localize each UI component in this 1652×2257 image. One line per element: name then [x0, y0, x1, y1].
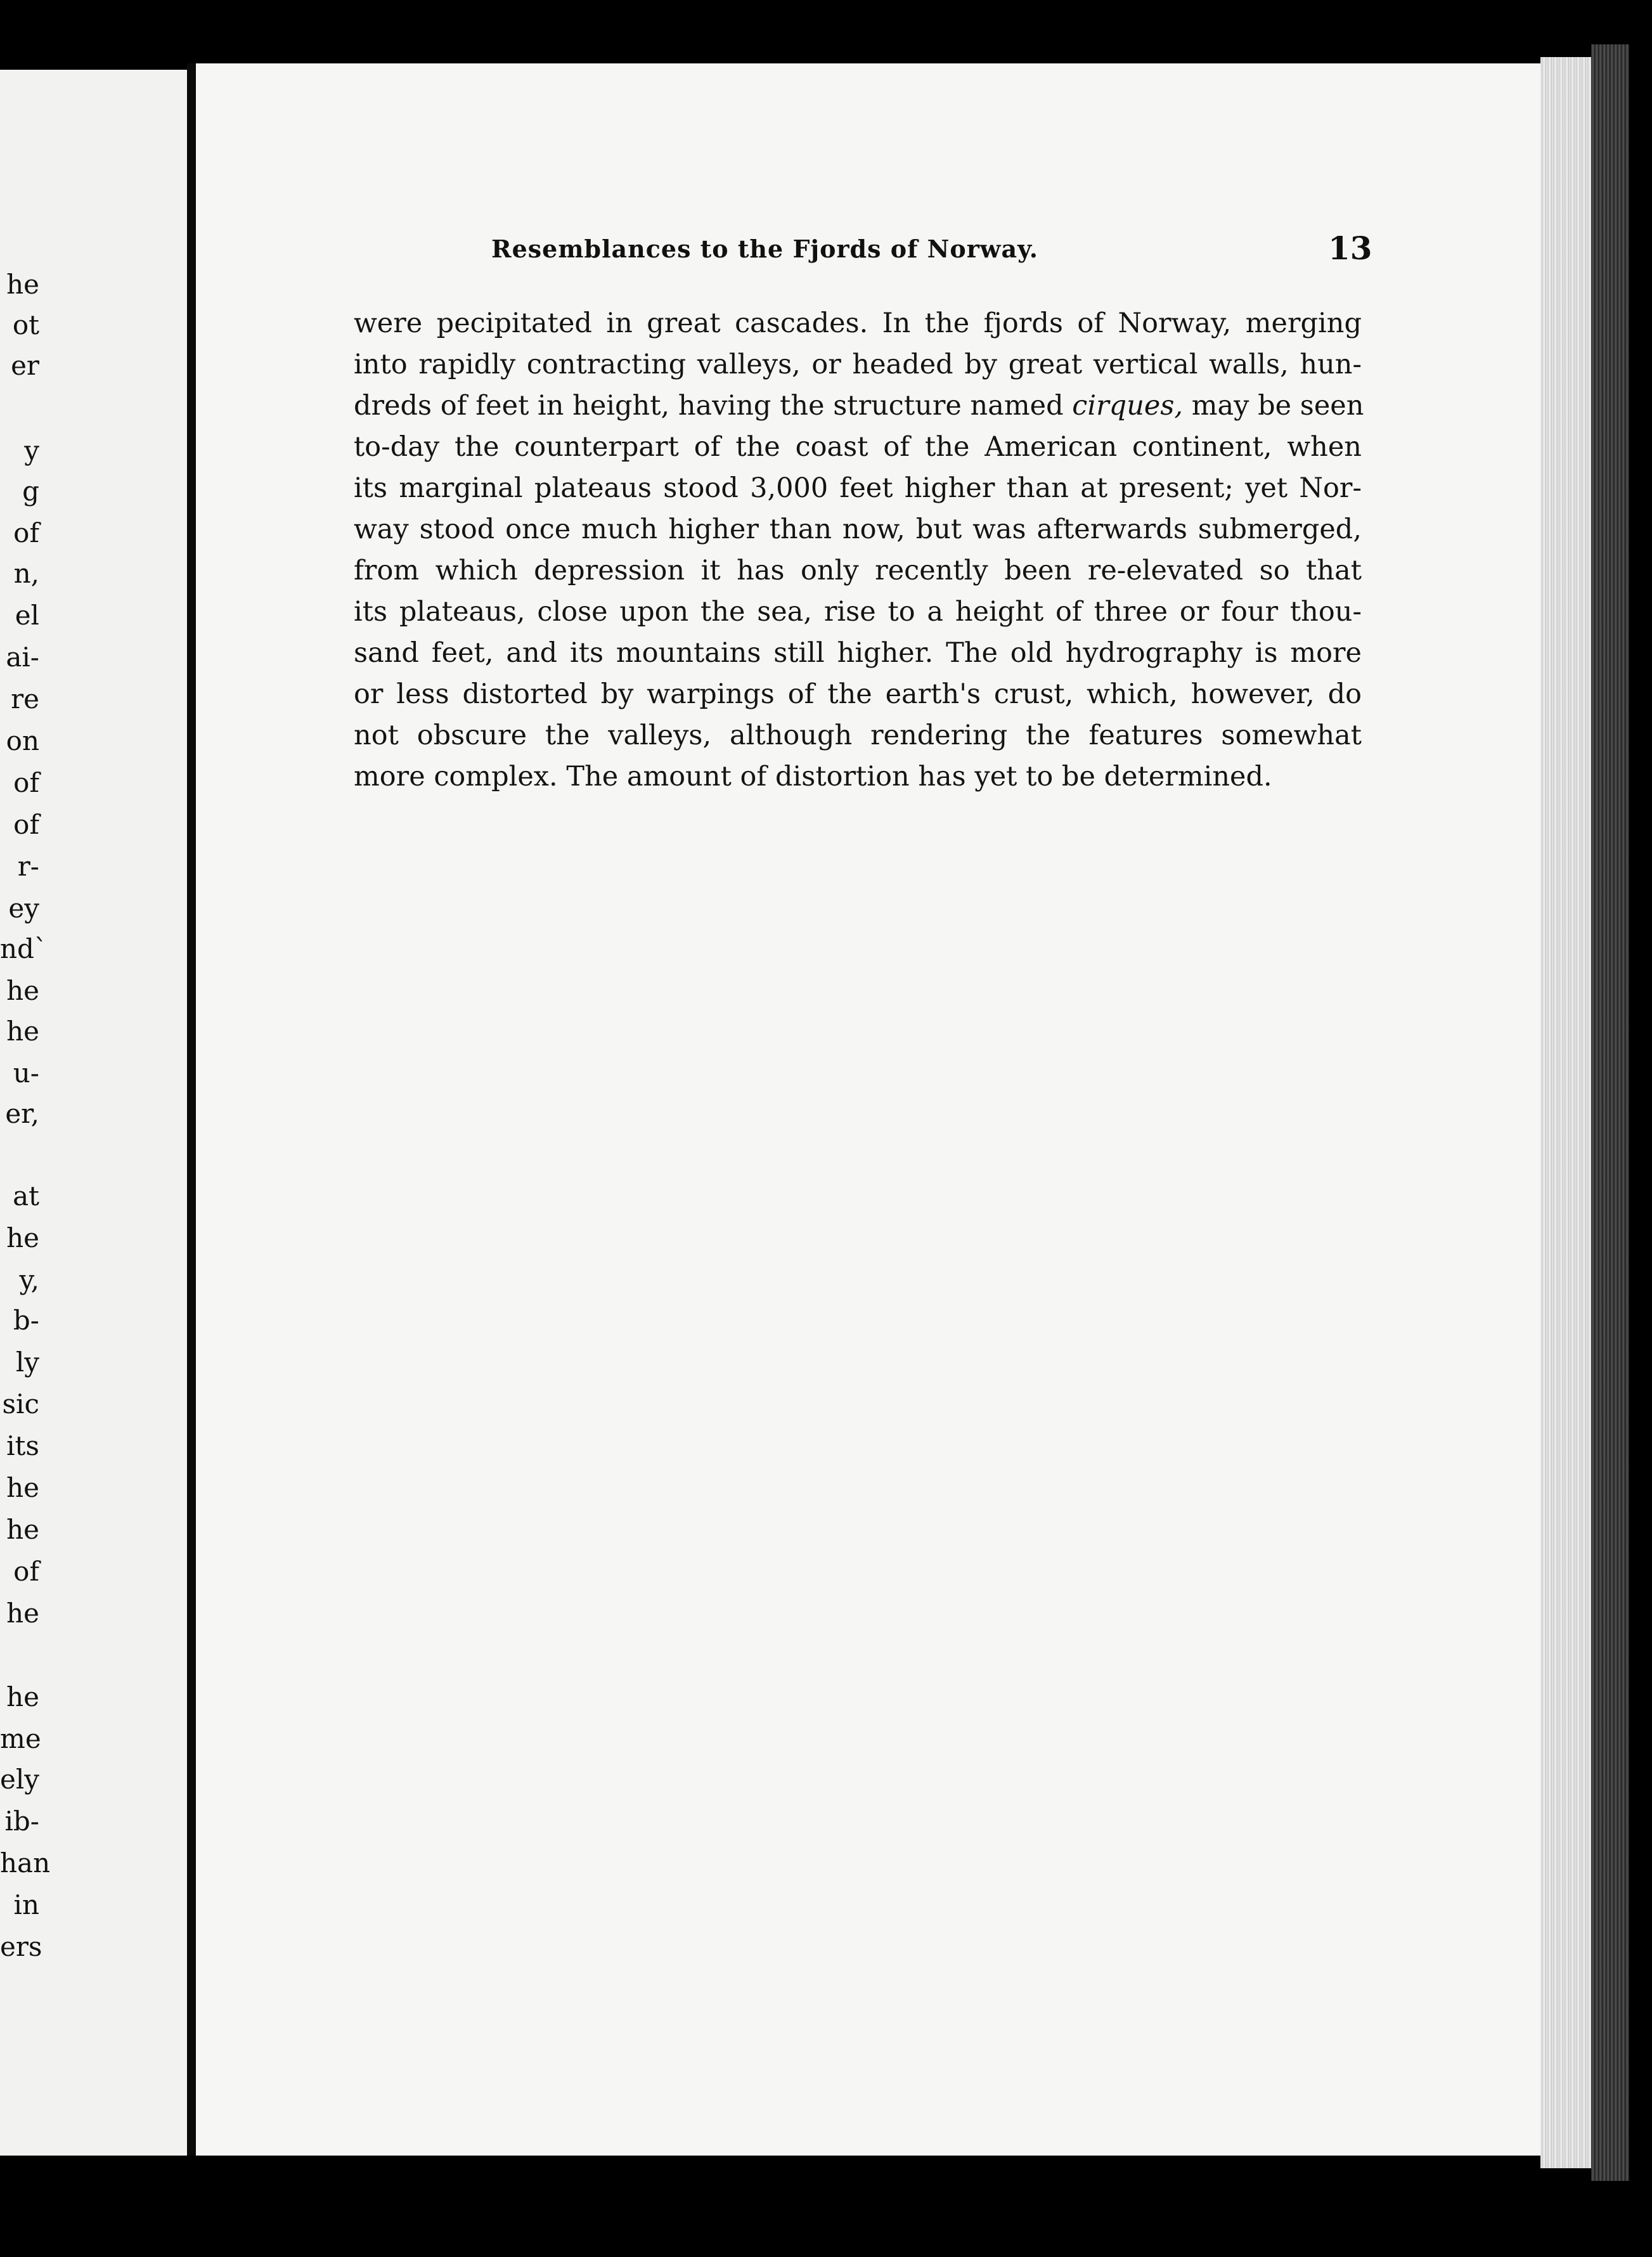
body-line: were pecipitated in great cascades. In the fjords of Norway, merging	[354, 307, 1362, 339]
left-page-fragment: ot	[12, 309, 39, 340]
running-head: Resemblances to the Fjords of Norway.	[491, 235, 1039, 263]
left-page-fragment: han	[0, 1847, 51, 1879]
left-page-fragment: ly	[15, 1347, 39, 1378]
body-line: more complex. The amount of distortion has yet to be determined.	[354, 761, 1272, 792]
left-page-fragment: he	[6, 1514, 39, 1545]
page-edges	[1540, 57, 1591, 2168]
page-number: 13	[1328, 230, 1372, 267]
left-page-fragment: in	[13, 1889, 39, 1920]
left-page-fragment: er,	[5, 1098, 39, 1129]
left-page-fragment: he	[6, 1472, 39, 1503]
left-page-fragment: he	[6, 1598, 39, 1629]
body-line: into rapidly contracting valleys, or headed by great vertical walls, hun-	[354, 349, 1362, 380]
body-line: to-day the counterpart of the coast of the American continent, when	[354, 431, 1362, 463]
body-line: or less distorted by warpings of the earth's crust, which, however, do	[354, 678, 1362, 710]
left-page-fragment: he	[6, 1222, 39, 1253]
book-gutter	[187, 63, 196, 2156]
left-page-fragment: ey	[8, 893, 39, 924]
left-page-fragment: y	[24, 435, 39, 466]
left-page-fragment: re	[11, 683, 39, 715]
left-page-fragment: n,	[13, 558, 39, 589]
left-page-fragment: me	[0, 1723, 41, 1754]
left-page-fragment: he	[6, 975, 39, 1006]
left-page-fragment: of	[13, 1556, 39, 1587]
left-page-fragment: he	[6, 269, 39, 300]
left-page-fragment: of	[13, 517, 39, 548]
left-page-fragment: ai-	[6, 642, 39, 673]
left-page-fragment: g	[22, 475, 39, 507]
body-line: sand feet, and its mountains still higher. The old hydrography is more	[354, 637, 1362, 669]
left-page-fragment: he	[6, 1681, 39, 1712]
left-page-fragment: el	[15, 600, 39, 631]
left-page-fragment: ely	[0, 1764, 40, 1795]
left-page-fragment: er	[11, 350, 39, 381]
body-line: its plateaus, close upon the sea, rise to a height of three or four thou-	[354, 596, 1362, 628]
left-page-fragment: sic	[2, 1388, 39, 1420]
body-line: from which depression it has only recently been re-elevated so that	[354, 555, 1362, 586]
text-run: may be seen	[1183, 390, 1364, 422]
body-line: not obscure the valleys, although rendering the features somewhat	[354, 720, 1362, 751]
left-page-fragment: its	[6, 1430, 39, 1461]
body-line: way stood once much higher than now, but was afterwards submerged,	[354, 514, 1362, 545]
left-page-fragment: ers	[0, 1931, 42, 1962]
left-page-fragment: on	[6, 725, 39, 756]
body-line-cirques	[354, 385, 1362, 427]
left-page-fragment: nd`	[0, 933, 48, 964]
book-cover-edge	[1591, 44, 1629, 2181]
left-page-fragment: u-	[13, 1057, 39, 1089]
left-page-fragment: of	[13, 767, 39, 798]
left-page-fragment: b-	[13, 1305, 39, 1336]
left-page-fragment: r-	[17, 851, 39, 882]
text-run: dreds of feet in height, having the structure named	[354, 390, 1073, 422]
body-paragraph	[354, 303, 1362, 798]
left-page-fragment: ib-	[4, 1806, 39, 1837]
left-page-fragment: y,	[19, 1264, 39, 1295]
body-line: its marginal plateaus stood 3,000 feet higher than at present; yet Nor-	[354, 472, 1362, 504]
left-page-fragment: at	[13, 1180, 39, 1212]
left-page-fragment: he	[6, 1016, 39, 1047]
italic-term: cirques,	[1072, 390, 1184, 422]
left-page-fragment: of	[13, 809, 39, 840]
